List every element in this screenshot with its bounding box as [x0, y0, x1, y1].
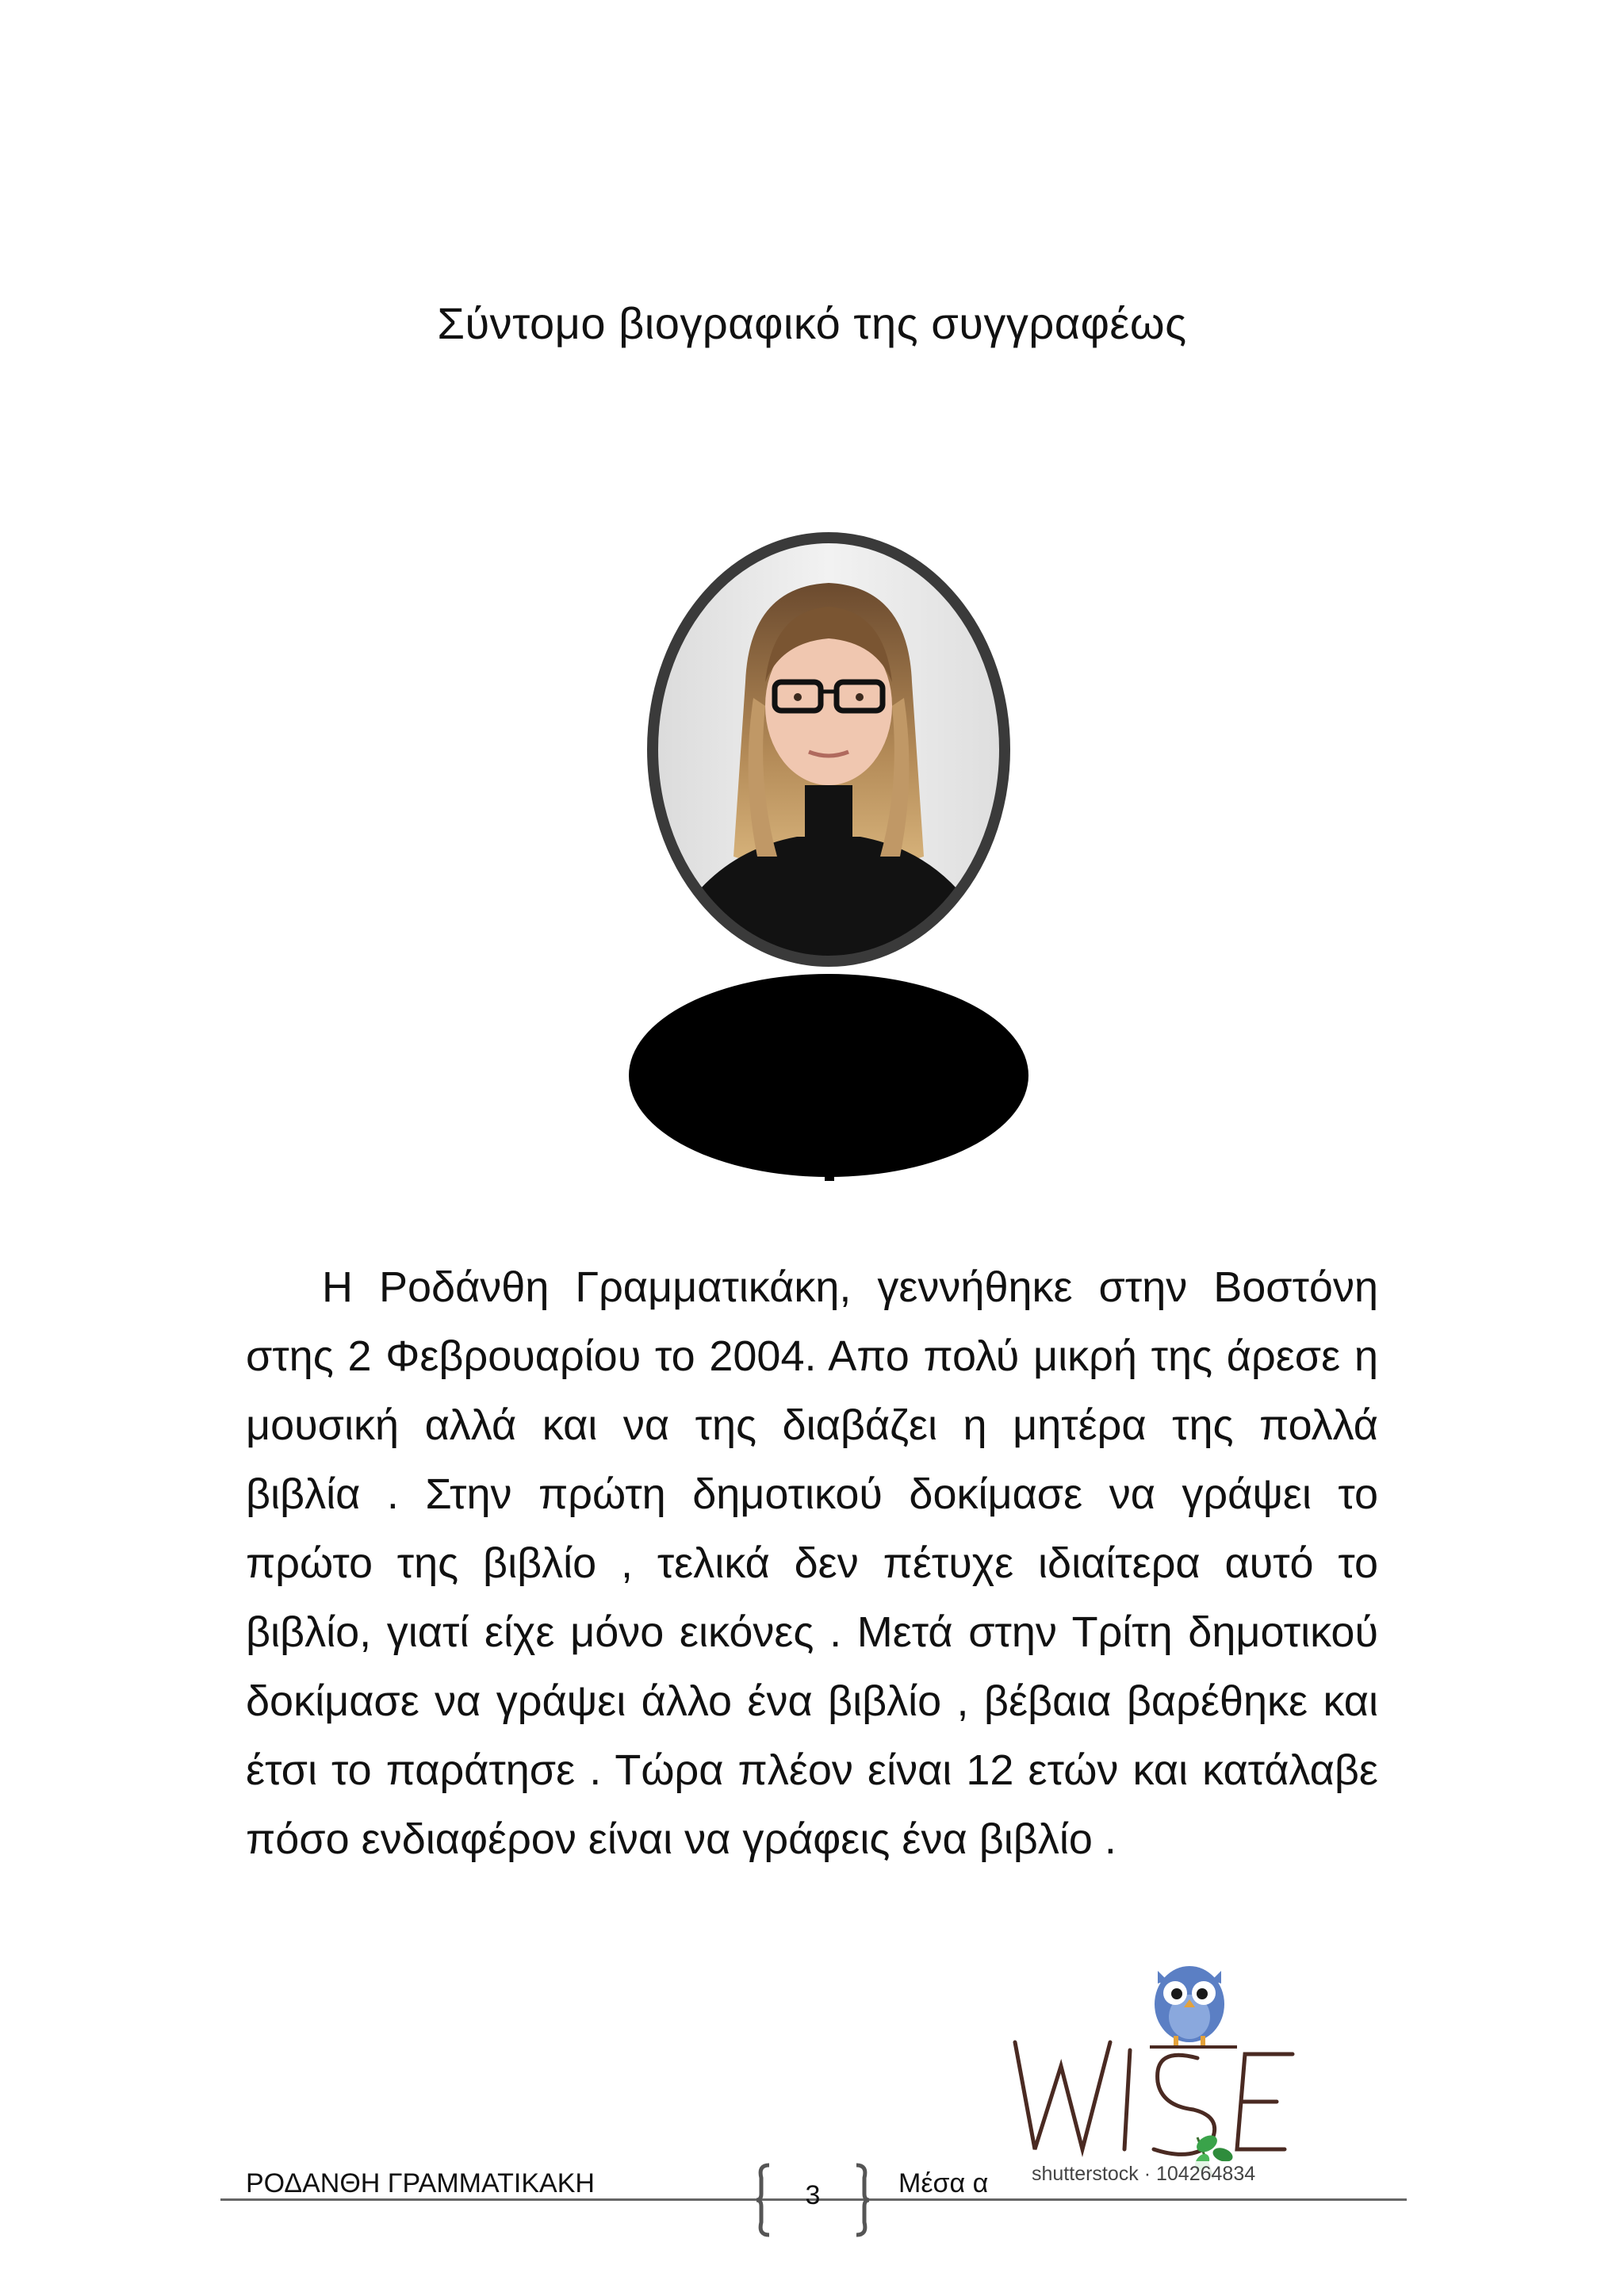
- footer-author: ΡΟΔΑΝΘΗ ΓΡΑΜΜΑΤΙΚΑΚΗ: [246, 2168, 595, 2198]
- page-number-box: [753, 2162, 872, 2238]
- page-title: Σύντομο βιογραφικό της συγγραφέως: [437, 298, 1187, 348]
- page-number: 3: [805, 2180, 821, 2210]
- wise-wordmark: [1015, 2042, 1293, 2154]
- author-portrait: [638, 523, 1019, 976]
- logo-stock-caption: shutterstock · 104264834: [1027, 2161, 1260, 2187]
- black-oval-shape: [626, 969, 1031, 1182]
- author-biography: Η Ροδάνθη Γραμματικάκη, γεννήθηκε στην Βοστόνη στης 2 Φεβρουαρίου το 2004. Απο πολύ μικρή της άρεσε η μουσική αλλά και να της διαβάζει η μητέρα της πολλά βιβλία . Στην πρώτη δημοτικού δοκίμασε να γράψει το πρώτο της βιβλίο , τελικά δεν πέτυχε ιδιαίτερα αυτό το βιβλίο, γιατί είχε μόνο εικόνες . Μετά στην Τρίτη δημοτικού δοκίμασε να γράψει άλλο ένα βιβλίο , βέβαια βαρέθηκε και έτσι το παράτησε . Τώρα πλέον είναι 12 ετών και κατάλαβε πόσο ενδιαφέρον είναι να γράφεις ένα βιβλίο .: [246, 1263, 1378, 1863]
- wise-owl-logo: [999, 1947, 1316, 2193]
- owl-icon: [1150, 1966, 1237, 2047]
- footer-book-title: Μέσα α: [898, 2168, 989, 2198]
